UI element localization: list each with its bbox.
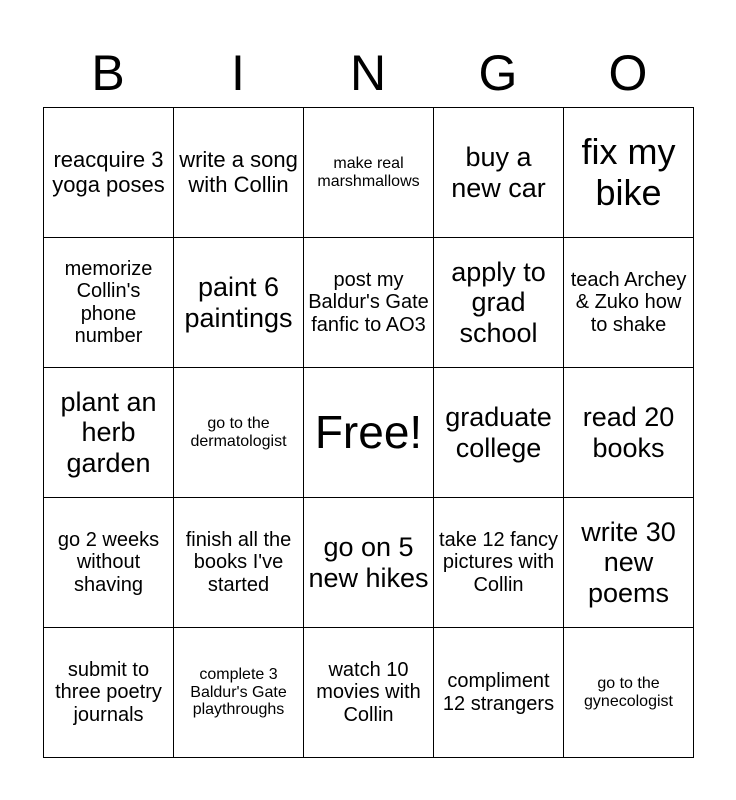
bingo-cell: fix my bike [564,108,694,238]
bingo-row [44,238,694,368]
bingo-row [44,628,694,758]
bingo-cell: go 2 weeks without shaving [44,498,174,628]
bingo-cell: watch 10 movies with Collin [304,628,434,758]
bingo-cell: make real marshmallows [304,108,434,238]
bingo-cell: write a song with Collin [174,108,304,238]
bingo-cell: graduate college [434,368,564,498]
bingo-cell: go to the gynecologist [564,628,694,758]
bingo-grid [43,107,694,758]
bingo-row [44,368,694,498]
header-letter-o: O [608,45,648,101]
bingo-cell: paint 6 paintings [174,238,304,368]
header-letter-b: B [91,45,125,101]
bingo-cell: go to the dermatologist [174,368,304,498]
bingo-cell: buy a new car [434,108,564,238]
bingo-cell: post my Baldur's Gate fanfic to AO3 [304,238,434,368]
bingo-cell: finish all the books I've started [174,498,304,628]
bingo-header [43,38,693,108]
header-letter-n: N [349,45,387,101]
bingo-cell: apply to grad school [434,238,564,368]
free-space-cell: Free! [304,368,434,498]
bingo-cell: plant an herb garden [44,368,174,498]
header-letter-i: I [231,45,245,101]
bingo-cell: take 12 fancy pictures with Collin [434,498,564,628]
bingo-cell: read 20 books [564,368,694,498]
bingo-cell: reacquire 3 yoga poses [44,108,174,238]
header-letter-g: G [478,45,518,101]
bingo-cell: teach Archey & Zuko how to shake [564,238,694,368]
bingo-cell: memorize Collin's phone number [44,238,174,368]
bingo-cell: compliment 12 strangers [434,628,564,758]
bingo-row [44,498,694,628]
bingo-row [44,108,694,238]
bingo-cell: go on 5 new hikes [304,498,434,628]
bingo-cell: complete 3 Baldur's Gate playthroughs [174,628,304,758]
bingo-cell: submit to three poetry journals [44,628,174,758]
bingo-cell: write 30 new poems [564,498,694,628]
